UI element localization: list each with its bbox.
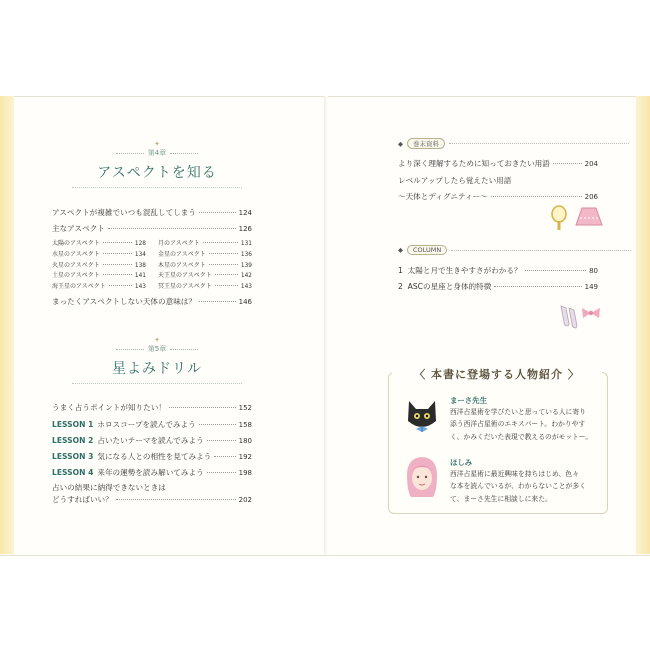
- character1-desc: 西洋占星術を学びたいと思っている人に寄り 添う西洋占星術のエキスパート。わかりやす く、かみくだいた表現で教えるのがモットー。: [450, 408, 593, 441]
- toc-row[interactable]: 主なアスペクト 126: [52, 224, 252, 233]
- ribbon-icon: [580, 306, 602, 322]
- chapter5-title: 星よみドリル: [112, 361, 202, 377]
- black-cat-avatar-icon: [404, 397, 440, 437]
- toc-row-lesson[interactable]: LESSON 1 ホロスコープを読んでみよう 158: [52, 420, 252, 429]
- character1-name: まーさ先生: [450, 396, 487, 405]
- toc-subrow[interactable]: 土星のアスペクト 141: [52, 272, 146, 279]
- book-gutter: [324, 96, 328, 554]
- page-edge-left: [0, 96, 14, 554]
- chapter5-header: [72, 336, 242, 384]
- toc-subrow[interactable]: 月のアスペクト 131: [158, 240, 252, 247]
- toc-subrow[interactable]: 火星のアスペクト 138: [52, 262, 146, 269]
- diamond-icon: ◆: [398, 246, 403, 254]
- chapter4-header: [72, 140, 242, 188]
- column-tag: COLUMN: [407, 245, 447, 255]
- toc-row[interactable]: まったくアスペクトしない天体の意味は？ 146: [52, 297, 252, 306]
- toc-row[interactable]: 占いの結果に納得できないときは: [52, 483, 166, 492]
- toc-subrow[interactable]: 水星のアスペクト 134: [52, 251, 146, 258]
- toc-row[interactable]: どうすればいい？ 202: [52, 495, 252, 504]
- character-intro-title: 〈 本書に登場する人物紹介 〉: [392, 366, 602, 382]
- toc-subrow[interactable]: 冥王星のアスペクト 143: [158, 283, 252, 290]
- character2-name: ほしみ: [450, 458, 473, 467]
- toc-row[interactable]: レベルアップしたら覚えたい用語: [398, 176, 512, 185]
- toc-row-lesson[interactable]: LESSON 2 占いたいテーマを読んでみよう 180: [52, 436, 252, 445]
- toc-row[interactable]: 2 ASCの星座と身体的特徴 149: [398, 282, 598, 291]
- appendix-header: [398, 138, 629, 149]
- shoes-icon: [558, 304, 580, 330]
- toc-row[interactable]: 1 太陽と月で生きやすさがわかる？ 80: [398, 266, 598, 275]
- toc-subrow[interactable]: 海王星のアスペクト 143: [52, 283, 146, 290]
- toc-row[interactable]: より深く理解するために知っておきたい用語 204: [398, 159, 598, 168]
- page-edge-right: [636, 96, 650, 554]
- skirt-icon: [574, 206, 604, 228]
- column-header: [398, 245, 631, 255]
- character2-desc: 西洋占星術に最近興味を持ちはじめ、色々 な本を読んでいるが、わからないことが多く て、まーさ先生に相談しに来た。: [450, 470, 586, 503]
- toc-row[interactable]: アスペクトが複雑でいつも混乱してしまう 124: [52, 208, 252, 217]
- star-ornament-icon: ✦: [154, 336, 160, 344]
- toc-subrow[interactable]: 金星のアスペクト 136: [158, 251, 252, 258]
- chapter4-title: アスペクトを知る: [97, 165, 217, 181]
- toc-subrow[interactable]: 天王星のアスペクト 142: [158, 272, 252, 279]
- toc-row[interactable]: うまく占うポイントが知りたい！ 152: [52, 403, 252, 412]
- appendix-tag: 巻末資料: [407, 138, 445, 149]
- toc-row-lesson[interactable]: LESSON 4 来年の運勢を読み解いてみよう 198: [52, 468, 252, 477]
- star-ornament-icon: ✦: [154, 140, 160, 148]
- toc-subrow[interactable]: 木星のアスペクト 139: [158, 262, 252, 269]
- chapter5-label: 第5章: [147, 345, 167, 353]
- chapter4-label: 第4章: [147, 149, 167, 157]
- toc-subrow[interactable]: 太陽のアスペクト 128: [52, 240, 146, 247]
- girl-avatar-icon: [403, 455, 441, 499]
- diamond-icon: ◆: [398, 139, 403, 148]
- toc-row[interactable]: 〜天体とディグニティー〜 206: [398, 192, 598, 201]
- mirror-icon: [548, 205, 570, 231]
- toc-row-lesson[interactable]: LESSON 3 気になる人との相性を見てみよう 192: [52, 452, 252, 461]
